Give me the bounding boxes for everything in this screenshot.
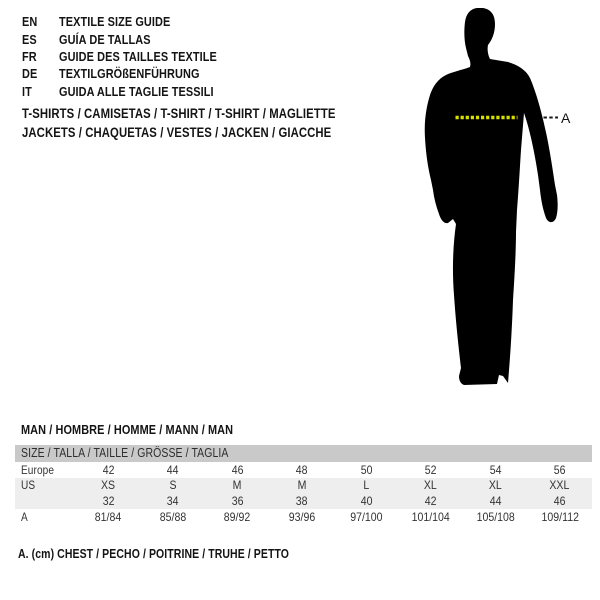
table-cell-text: 97/100 (350, 509, 383, 524)
table-cell (463, 478, 528, 492)
table-cell-text: 46 (231, 462, 244, 477)
table-cell (205, 510, 270, 524)
table-cell-text: 109/112 (541, 509, 579, 524)
table-cell (270, 510, 335, 524)
table-cell (205, 494, 270, 508)
table-cell-text: S (169, 478, 177, 493)
measure-footnote (18, 547, 341, 561)
table-cell (528, 463, 593, 477)
table-cell-text: 42 (424, 493, 437, 508)
table-row-label (15, 494, 76, 508)
language-row (22, 83, 247, 100)
table-cell-text: 40 (360, 493, 373, 508)
language-code (22, 66, 59, 81)
language-list (22, 13, 247, 100)
table-cell (399, 494, 464, 508)
table-cell-text: 89/92 (224, 509, 251, 524)
table-cell-text: 50 (360, 462, 373, 477)
table-cell-text: 32 (102, 493, 115, 508)
table-cell-text: XXL (549, 478, 570, 493)
language-label (59, 66, 226, 81)
table-cell-text: M (232, 478, 242, 493)
table-cell-text: XS (101, 478, 116, 493)
table-cell (334, 510, 399, 524)
size-table-body (15, 462, 592, 525)
product-category-text: T-SHIRTS / CAMISETAS / T-SHIRT / T-SHIRT / MAGLIETTE (22, 106, 336, 121)
table-cell-text: 46 (553, 493, 566, 508)
table-cell (334, 463, 399, 477)
table-cell-text: 56 (553, 462, 566, 477)
language-row (22, 30, 247, 47)
table-row (15, 478, 592, 494)
table-cell-text: 44 (166, 462, 179, 477)
size-table-header-text: SIZE / TALLA / TAILLE / GRÖSSE / TAGLIA (21, 446, 229, 460)
table-cell (399, 510, 464, 524)
product-category-list (22, 104, 395, 142)
language-code-text: DE (22, 66, 38, 82)
table-cell (270, 463, 335, 477)
table-cell (399, 463, 464, 477)
language-row (22, 48, 247, 65)
table-cell (141, 478, 206, 492)
table-row-label (15, 510, 76, 524)
language-code (22, 32, 59, 47)
table-cell-text: 34 (166, 493, 179, 508)
table-cell (141, 494, 206, 508)
language-label-text: TEXTILGRÖßENFÜHRUNG (59, 66, 200, 82)
language-label-text: GUÍA DE TALLAS (59, 31, 151, 47)
table-row (15, 509, 592, 526)
table-cell (270, 478, 335, 492)
table-row-label-text: Europe (21, 462, 55, 477)
size-table-header (15, 445, 592, 462)
measure-footnote-text: A. (cm) CHEST / PECHO / POITRINE / TRUHE / PETTO (18, 547, 290, 561)
table-cell (334, 494, 399, 508)
language-label (59, 49, 247, 64)
table-cell-text: 81/84 (95, 509, 122, 524)
table-cell (528, 510, 593, 524)
table-cell-text: 36 (231, 493, 244, 508)
table-cell-text: XL (488, 478, 502, 493)
table-cell (76, 510, 141, 524)
man-silhouette-figure (400, 0, 600, 400)
table-row (15, 462, 592, 478)
table-cell-text: 44 (489, 493, 502, 508)
table-cell (141, 510, 206, 524)
language-code (22, 14, 59, 29)
table-cell (76, 494, 141, 508)
table-cell (334, 478, 399, 492)
table-cell (141, 463, 206, 477)
table-cell (270, 494, 335, 508)
table-cell-text: 48 (295, 462, 308, 477)
table-cell-text: 52 (424, 462, 437, 477)
product-category-line (22, 104, 395, 123)
table-cell (463, 494, 528, 508)
table-row (15, 493, 592, 509)
table-cell-text: 101/104 (411, 509, 450, 524)
table-cell (528, 478, 593, 492)
product-category-line (22, 123, 395, 142)
measure-label-a: A (561, 110, 571, 126)
table-cell-text: 54 (489, 462, 502, 477)
language-label (59, 32, 168, 47)
language-label (59, 14, 192, 29)
table-cell-text: 38 (295, 493, 308, 508)
language-code-text: ES (22, 31, 37, 47)
section-title-man (21, 422, 273, 437)
table-row-label-text: US (21, 478, 36, 493)
language-label-text: TEXTILE SIZE GUIDE (59, 14, 171, 30)
language-code (22, 84, 59, 99)
language-code-text: FR (22, 48, 37, 64)
size-table (15, 445, 592, 525)
section-title-text: MAN / HOMBRE / HOMME / MANN / MAN (21, 422, 234, 437)
table-cell-text: L (363, 478, 370, 493)
table-cell (399, 478, 464, 492)
table-cell-text: M (297, 478, 307, 493)
language-code (22, 49, 59, 64)
table-cell (528, 494, 593, 508)
table-cell-text: 85/88 (159, 509, 186, 524)
language-label (59, 84, 243, 99)
table-row-label-text: A (21, 509, 28, 524)
man-silhouette (425, 8, 558, 385)
table-cell (205, 478, 270, 492)
product-category-text: JACKETS / CHAQUETAS / VESTES / JACKEN / GIACCHE (22, 125, 332, 140)
language-code-text: EN (22, 14, 38, 30)
table-row-label (15, 463, 76, 477)
language-label-text: GUIDE DES TAILLES TEXTILE (59, 48, 217, 64)
language-row (22, 13, 247, 30)
table-cell-text: 42 (102, 462, 115, 477)
table-cell-text: 105/108 (476, 509, 515, 524)
table-cell (205, 463, 270, 477)
table-cell (76, 478, 141, 492)
table-cell (76, 463, 141, 477)
language-label-text: GUIDA ALLE TAGLIE TESSILI (59, 83, 214, 99)
language-row (22, 65, 247, 82)
table-cell (463, 463, 528, 477)
table-cell-text: 93/96 (288, 509, 315, 524)
table-cell (463, 510, 528, 524)
language-code-text: IT (22, 83, 32, 99)
table-row-label (15, 478, 76, 492)
table-cell-text: XL (424, 478, 438, 493)
